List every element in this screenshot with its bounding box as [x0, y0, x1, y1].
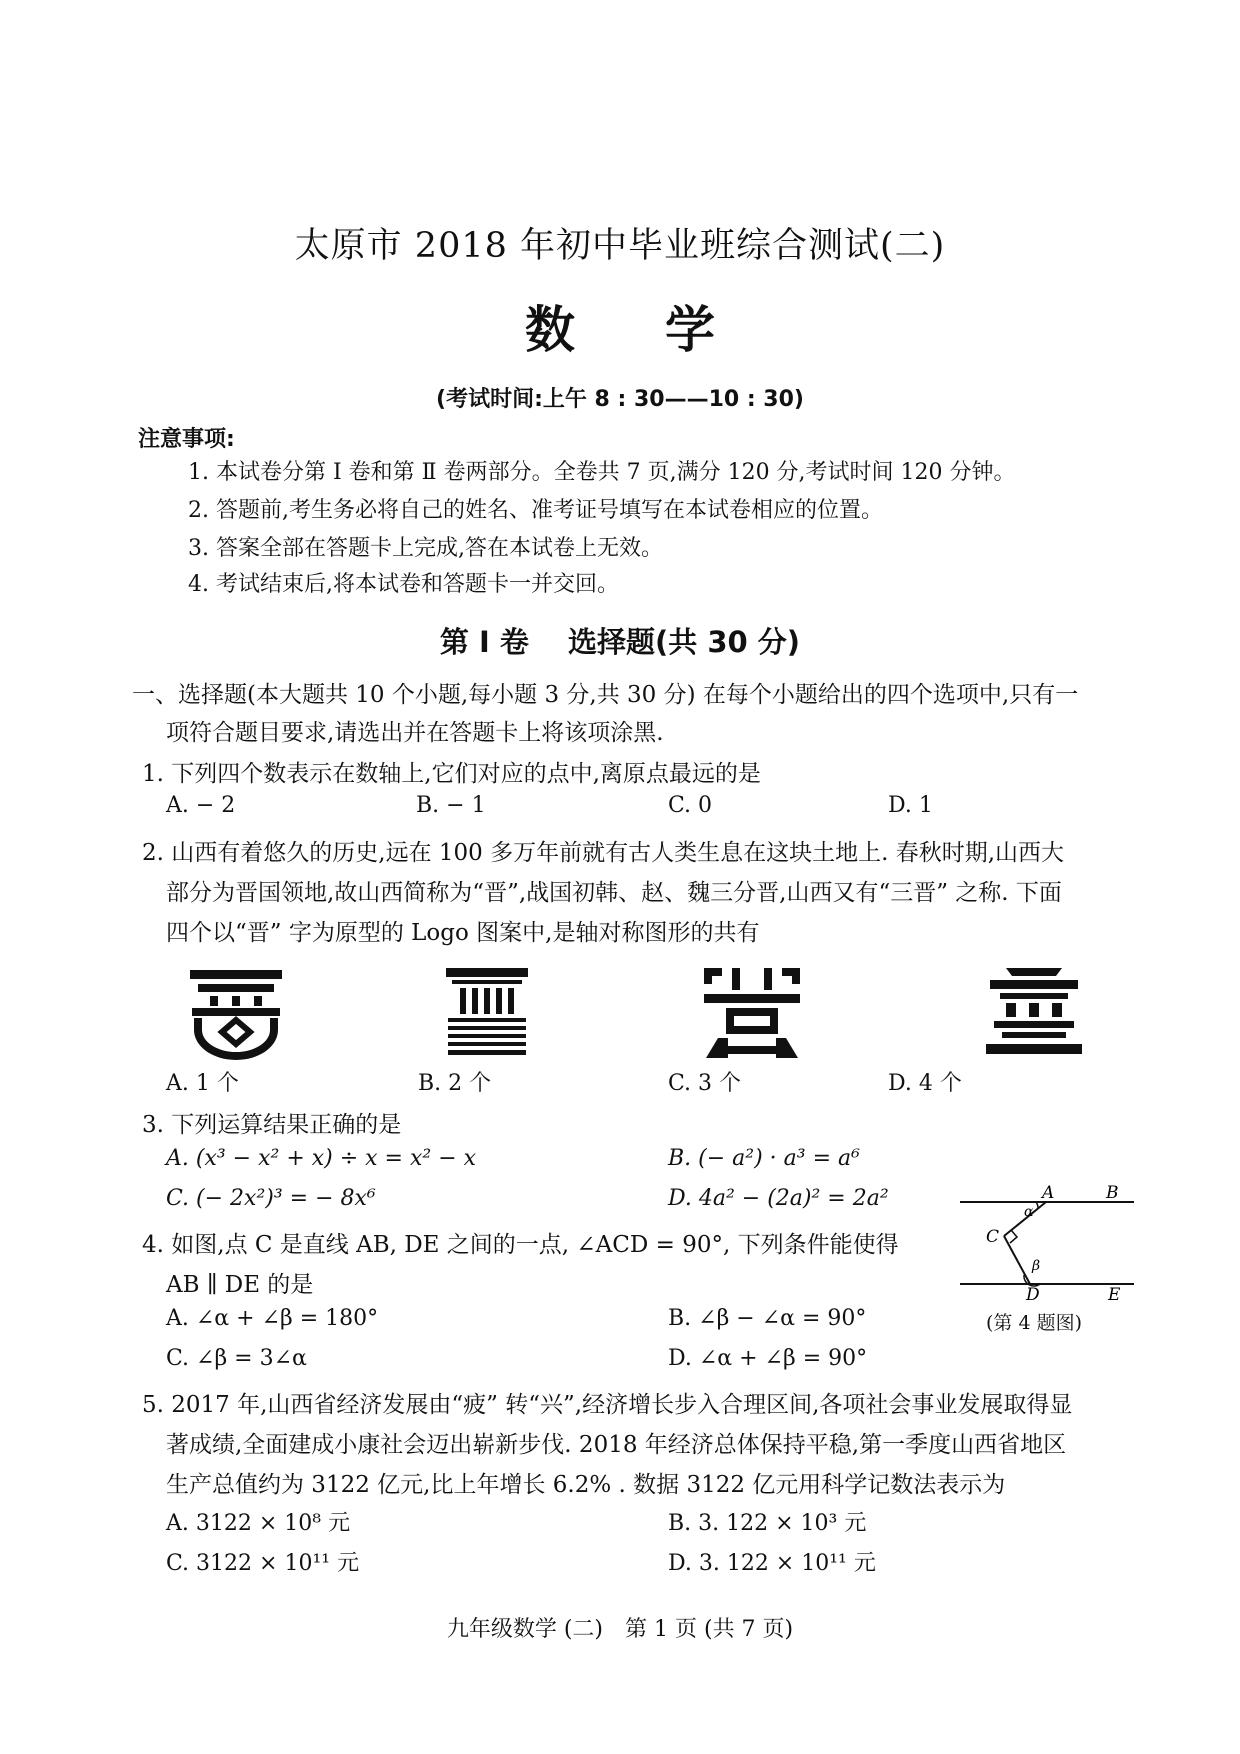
- q1-option-c: C. 0: [668, 793, 713, 818]
- q2-stem-cont: 部分为晋国领地,故山西简称为“晋”,战国初韩、赵、魏三分晋,山西又有“三晋” 之称. 下面: [166, 880, 1062, 906]
- notice-item: 2. 答题前,考生务必将自己的姓名、准考证号填写在本试卷相应的位置。: [188, 498, 883, 523]
- q2-option-d: D. 4 个: [888, 1071, 962, 1096]
- jin-logo-c-icon: [702, 966, 802, 1060]
- q4-figure-caption: (第 4 题图): [986, 1312, 1082, 1334]
- q5-option-b: B. 3. 122 × 10³ 元: [668, 1511, 867, 1536]
- q4-option-c: C. ∠β = 3∠α: [166, 1346, 307, 1371]
- page-footer: 九年级数学 (二) 第 1 页 (共 7 页): [446, 1617, 794, 1642]
- q3-stem: 3. 下列运算结果正确的是: [142, 1112, 402, 1138]
- part-intro: 一、选择题(本大题共 10 个小题,每小题 3 分,共 30 分) 在每个小题给出的四个选项中,只有一: [132, 682, 1079, 708]
- q5-option-d: D. 3. 122 × 10¹¹ 元: [668, 1551, 876, 1576]
- q1-stem: 1. 下列四个数表示在数轴上,它们对应的点中,离原点最远的是: [142, 761, 761, 787]
- section-title: 第 Ⅰ 卷 选择题(共 30 分): [439, 625, 801, 659]
- jin-logo-d-icon: [986, 968, 1082, 1056]
- jin-logo-b-icon: [446, 968, 528, 1056]
- q5-stem-cont: 著成绩,全面建成小康社会迈出崭新步伐. 2018 年经济总体保持平稳,第一季度山西省地区: [166, 1432, 1067, 1458]
- q3-option-a: A. (x³ − x² + x) ÷ x = x² − x: [166, 1146, 477, 1171]
- q2-stem-cont: 四个以“晋” 字为原型的 Logo 图案中,是轴对称图形的共有: [166, 920, 760, 946]
- fig-label-alpha: α: [1024, 1204, 1034, 1220]
- notice-heading: 注意事项:: [138, 427, 235, 452]
- q4-geometry-figure: [956, 1180, 1136, 1300]
- fig-label-e: E: [1108, 1285, 1121, 1300]
- notice-item: 3. 答案全部在答题卡上完成,答在本试卷上无效。: [188, 536, 663, 561]
- q3-option-b: B. (− a²) · a³ = a⁶: [668, 1146, 860, 1171]
- q1-option-a: A. − 2: [166, 793, 236, 818]
- q2-option-c: C. 3 个: [668, 1071, 742, 1096]
- fig-label-b: B: [1106, 1183, 1119, 1203]
- q4-option-b: B. ∠β − ∠α = 90°: [668, 1306, 867, 1331]
- q1-option-d: D. 1: [888, 793, 933, 818]
- q5-stem: 5. 2017 年,山西省经济发展由“疲” 转“兴”,经济增长步入合理区间,各项社会事业发展取得显: [142, 1392, 1073, 1418]
- q5-option-c: C. 3122 × 10¹¹ 元: [166, 1551, 360, 1576]
- q5-stem-cont: 生产总值约为 3122 亿元,比上年增长 6.2% . 数据 3122 亿元用科学记数法表示为: [166, 1472, 1006, 1498]
- notice-item: 1. 本试卷分第 Ⅰ 卷和第 Ⅱ 卷两部分。全卷共 7 页,满分 120 分,考试时间 120 分钟。: [188, 460, 1016, 485]
- q4-option-a: A. ∠α + ∠β = 180°: [166, 1306, 379, 1331]
- jin-logo-a-icon: [188, 968, 284, 1060]
- exam-time: (考试时间:上午 8 : 30——10 : 30): [436, 387, 804, 412]
- fig-label-d: D: [1026, 1285, 1040, 1300]
- subject-heading: 数学: [525, 301, 805, 359]
- fig-label-beta: β: [1032, 1258, 1041, 1274]
- part-intro-cont: 项符合题目要求,请选出并在答题卡上将该项涂黑.: [166, 720, 664, 746]
- q4-stem-cont: AB ∥ DE 的是: [166, 1272, 314, 1298]
- q3-option-c: C. (− 2x²)³ = − 8x⁶: [166, 1186, 376, 1211]
- q2-option-a: A. 1 个: [166, 1071, 239, 1096]
- exam-title: 太原市 2018 年初中毕业班综合测试(二): [294, 226, 946, 266]
- q2-stem: 2. 山西有着悠久的历史,远在 100 多万年前就有古人类生息在这块土地上. 春秋时期,山西大: [142, 840, 1065, 866]
- q2-option-b: B. 2 个: [418, 1071, 492, 1096]
- fig-label-a: A: [1042, 1183, 1055, 1203]
- q1-option-b: B. − 1: [416, 793, 486, 818]
- q3-option-d: D. 4a² − (2a)² = 2a²: [668, 1186, 889, 1211]
- notice-item: 4. 考试结束后,将本试卷和答题卡一并交回。: [188, 572, 619, 597]
- q4-stem: 4. 如图,点 C 是直线 AB, DE 之间的一点, ∠ACD = 90°, 下列条件能使得: [142, 1232, 899, 1258]
- q5-option-a: A. 3122 × 10⁸ 元: [166, 1511, 351, 1536]
- fig-label-c: C: [986, 1227, 1000, 1247]
- q4-option-d: D. ∠α + ∠β = 90°: [668, 1346, 868, 1371]
